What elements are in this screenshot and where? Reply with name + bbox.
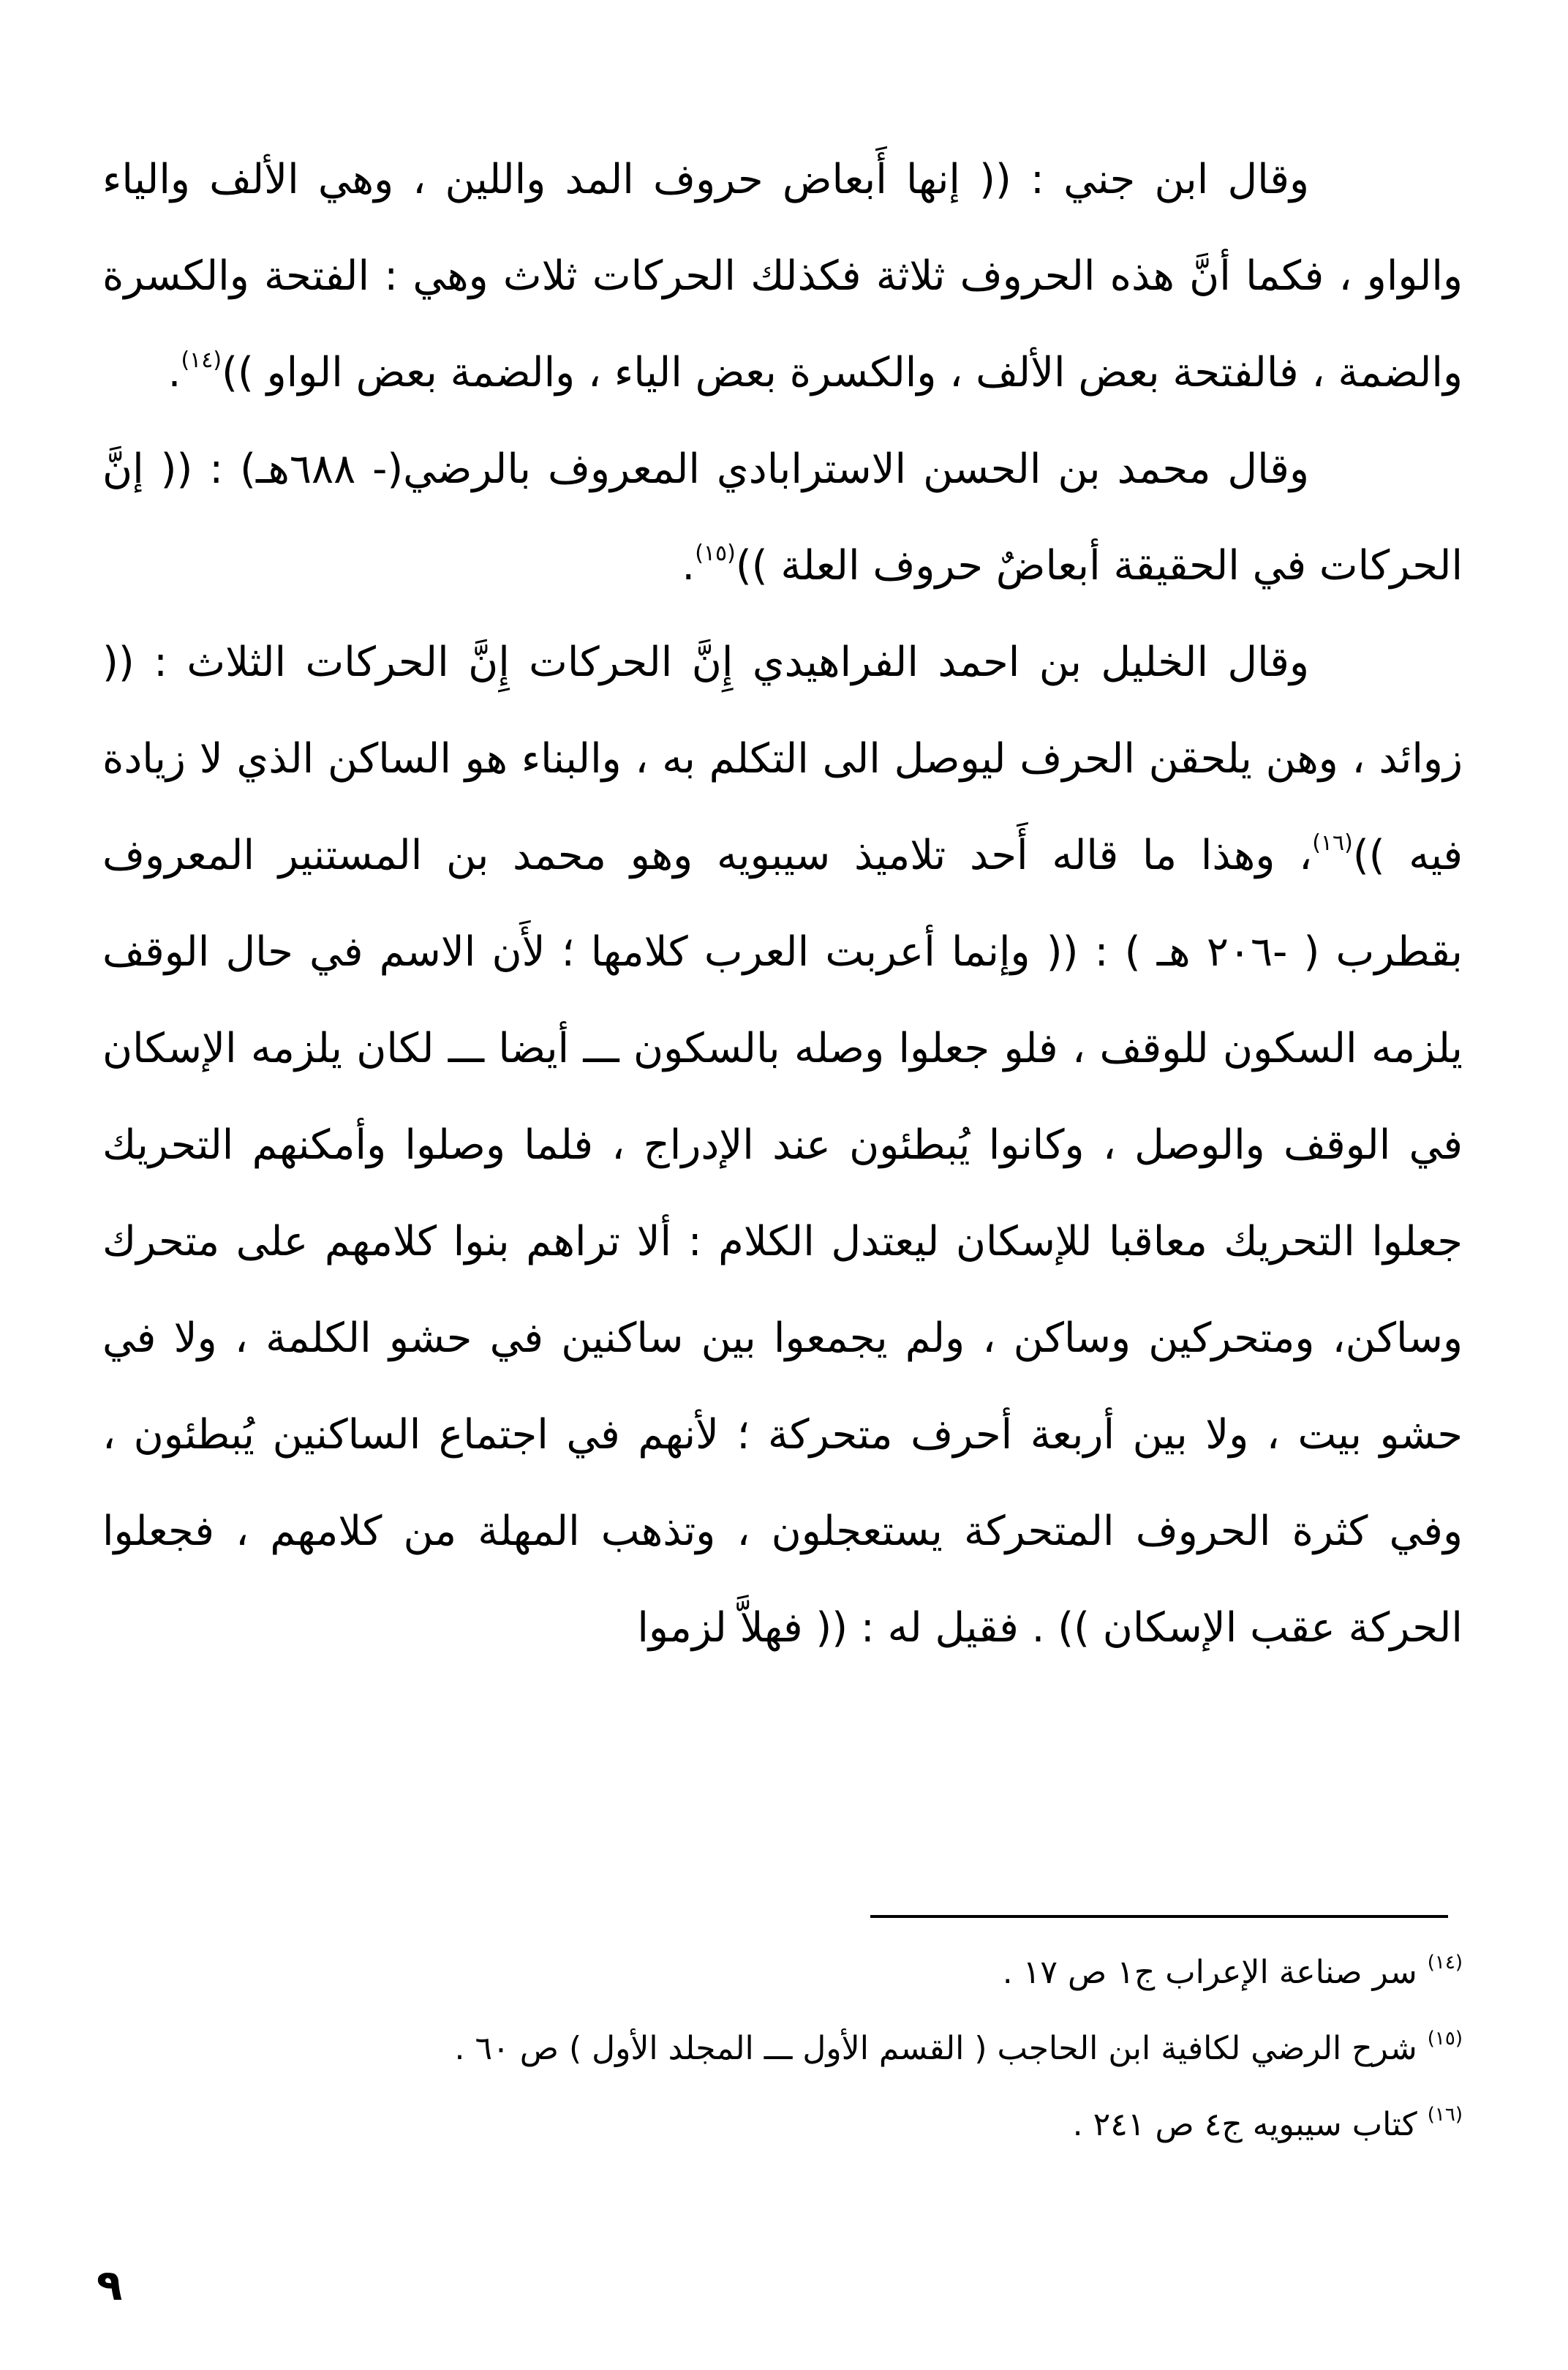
footnote-marker: (١٦) <box>1427 2104 1463 2126</box>
footnote-ref-15: (١٥) <box>695 541 736 566</box>
paragraph-text: وقال الخليل بن احمد الفراهيدي إِنَّ الحركات إِنَّ الحركات الثلاث : (( زوائد ، وهن يلحقن الحرف ليوصل الى التكلم به ، والبناء هو الساكن الذي لا زيادة فيه )) <box>102 639 1463 879</box>
footnote-marker: (١٤) <box>1427 1952 1463 1974</box>
footnote-ref-14: (١٤) <box>181 347 222 373</box>
footnote-text: سر صناعة الإعراب ج١ ص ١٧ . <box>1002 1954 1417 1991</box>
footnote-16 <box>102 2087 1463 2163</box>
paragraph-tail: . <box>682 542 696 590</box>
footnote-text: كتاب سيبويه ج٤ ص ٢٤١ . <box>1072 2106 1417 2143</box>
page-number: ٩ <box>97 2260 123 2310</box>
paragraph-text: وقال ابن جني : (( إنها أَبعاض حروف المد واللين ، وهي الألف والياء والواو ، فكما أنَّ هذه الحروف ثلاثة فكذلك الحركات ثلاث وهي : الفتحة والكسرة والضمة ، فالفتحة بعض الألف ، والكسرة بعض الياء ، والضمة بعض الواو )) <box>102 156 1463 396</box>
paragraph-tail: . <box>167 349 181 396</box>
footnote-15 <box>102 2011 1463 2087</box>
paragraph-radi <box>102 421 1463 614</box>
paragraph-text: وقال محمد بن الحسن الاسترابادي المعروف بالرضي(- ٦٨٨هـ) : (( إنَّ الحركات في الحقيقة أبعاضٌ حروف العلة )) <box>102 445 1463 590</box>
footnotes <box>102 1935 1463 2163</box>
paragraph-tail: ، وهذا ما قاله أَحد تلاميذ سيبويه وهو محمد بن المستنير المعروف بقطرب ( -٢٠٦ هـ ) : (( وإنما أعربت العرب كلامها ؛ لأَن الاسم في حال الوقف يلزمه السكون للوقف ، فلو جعلوا وصله بالسكون ـــ أيضا ـــ لكان يلزمه الإسكان في الوقف والوصل ، وكانوا يُبطئون عند الإدراج ، فلما وصلوا وأمكنهم التحريك جعلوا التحريك معاقبا للإسكان ليعتدل الكلام : ألا تراهم بنوا كلامهم على متحرك وساكن، ومتحركين وساكن ، ولم يجمعوا بين ساكنين في حشو الكلمة ، ولا في حشو بيت ، ولا بين أربعة أحرف متحركة ؛ لأنهم في اجتماع الساكنين يُبطئون ، وفي كثرة الحروف المتحركة يستعجلون ، وتذهب المهلة من كلامهم ، فجعلوا الحركة عقب الإسكان )) . فقيل له : (( فهلاَّ لزموا <box>102 832 1463 1652</box>
footnote-ref-16: (١٦) <box>1312 830 1353 856</box>
footnote-separator <box>870 1915 1448 1918</box>
footnote-14 <box>102 1935 1463 2011</box>
paragraph-khalil <box>102 614 1463 1677</box>
footnote-marker: (١٥) <box>1427 2028 1463 2050</box>
body-text <box>102 132 1463 1677</box>
paragraph-ibn-jinni <box>102 132 1463 421</box>
footnote-text: شرح الرضي لكافية ابن الحاجب ( القسم الأول ـــ المجلد الأول ) ص ٦٠ . <box>454 2030 1417 2067</box>
